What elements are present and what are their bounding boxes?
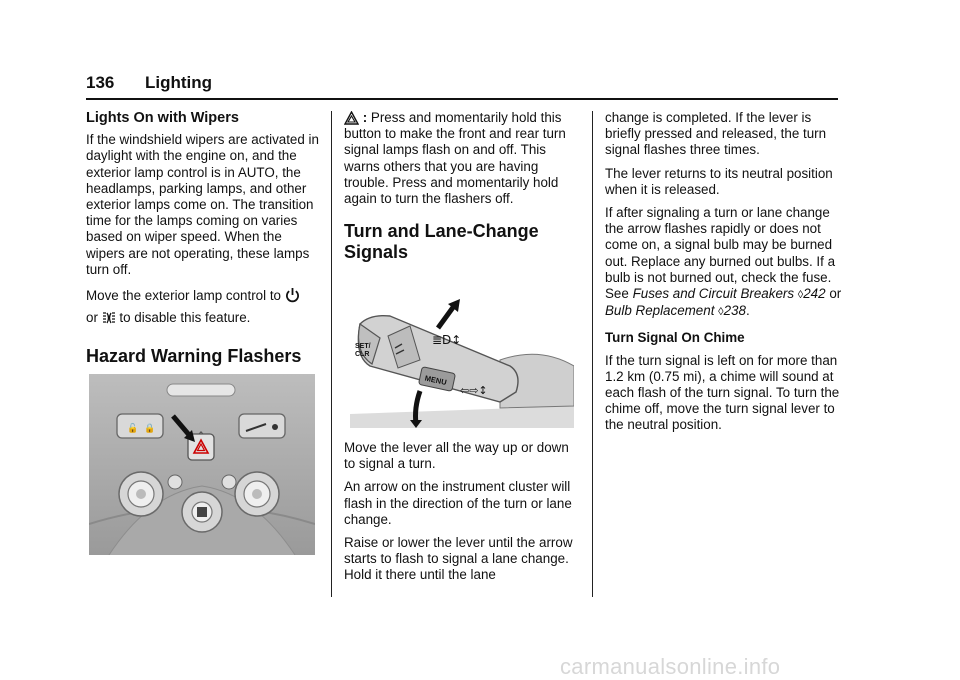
text: to disable this feature. [119, 310, 251, 326]
watermark: carmanualsonline.info [560, 654, 781, 679]
column-1 [86, 110, 322, 367]
section-title: Lighting [145, 73, 213, 92]
paragraph: An arrow on the instrument cluster will flash in the direction of the turn or lane change. [344, 479, 572, 527]
paragraph: If the windshield wipers are activated in daylight with the engine on, and the exterior lamp control is in AUTO, the headlamps, parking lamps, and other exterior lamps come on. The transition time for the lamps coming on varies based on wiper speed. When the wipers are not operating, these lamps turn off. [86, 132, 319, 277]
heading-hazard-warning-flashers: Hazard Warning Flashers [86, 346, 302, 367]
label-separator: : [359, 110, 371, 125]
svg-text:⇦⇨↕: ⇦⇨↕ [460, 384, 488, 397]
text: If after signaling a turn or lane change the arrow flashes rapidly or does not come on, a signal bulb may be burned out. Replace any burned out bulbs. If a bulb is not burned out, check the fuse. See [605, 205, 836, 302]
page-ref-238[interactable]: 238 [723, 303, 746, 319]
parking-lamp-icon [102, 311, 116, 325]
paragraph: Raise or lower the lever until the arrow starts to flash to signal a lane change. Hold it there until the lane [344, 535, 573, 583]
page-ref-icon: ◊ [797, 289, 804, 302]
svg-text:≣D↕: ≣D↕ [432, 333, 462, 347]
page-ref-icon: ◊ [718, 306, 724, 319]
lever-menu-label: MENU [424, 373, 448, 387]
heading-turn-signal-on-chime: Turn Signal On Chime [605, 330, 745, 346]
hazard-triangle-icon [344, 111, 359, 125]
paragraph: change is completed. If the lever is briefly pressed and released, the turn signal flashes three times. [605, 110, 827, 158]
lever-clr-label: CLR [355, 351, 370, 358]
paragraph: If the turn signal is left on for more than 1.2 km (0.75 mi), a chime will sound at each flash of the turn signal. To turn the chime off, move the turn signal lever to the neutral position. [605, 352, 840, 433]
paragraph: The lever returns to its neutral position when it is released. [605, 165, 833, 197]
column-2-lower [344, 440, 580, 591]
text: Press and momentarily hold this button to make the front and rear turn signal lamps flash on and off. This warns others that you are having trouble. Press and momentarily hold again to turn the flashers off. [344, 110, 566, 207]
column-divider-2 [592, 111, 593, 597]
heading-lights-on-with-wipers: Lights On with Wipers [86, 110, 239, 126]
lever-set-label: SET/ [355, 343, 371, 350]
dashboard-illustration [89, 374, 315, 555]
power-icon [285, 287, 300, 303]
column-divider-1 [331, 111, 332, 597]
heading-turn-and-lane-change-signals: Turn and Lane-Change Signals [344, 221, 539, 263]
text: Move the exterior lamp control to [86, 288, 281, 304]
paragraph-hazard [344, 110, 580, 207]
text: or [829, 286, 842, 302]
column-3 [605, 110, 843, 441]
page-ref-242[interactable]: 242 [803, 286, 826, 302]
link-fuses-and-circuit-breakers[interactable]: Fuses and Circuit Breakers [632, 286, 795, 302]
paragraph: Move the lever all the way up or down to signal a turn. [344, 440, 569, 472]
header-rule [86, 98, 838, 100]
svg-text:🔒: 🔒 [144, 424, 156, 434]
text: or [86, 310, 98, 326]
column-2 [344, 110, 580, 263]
paragraph [605, 205, 843, 320]
svg-text:🔓: 🔓 [127, 424, 139, 434]
paragraph [86, 285, 322, 329]
page-number: 136 [86, 73, 115, 92]
text: . [745, 303, 750, 319]
link-bulb-replacement[interactable]: Bulb Replacement [605, 303, 715, 319]
turn-signal-lever-illustration [350, 296, 574, 428]
